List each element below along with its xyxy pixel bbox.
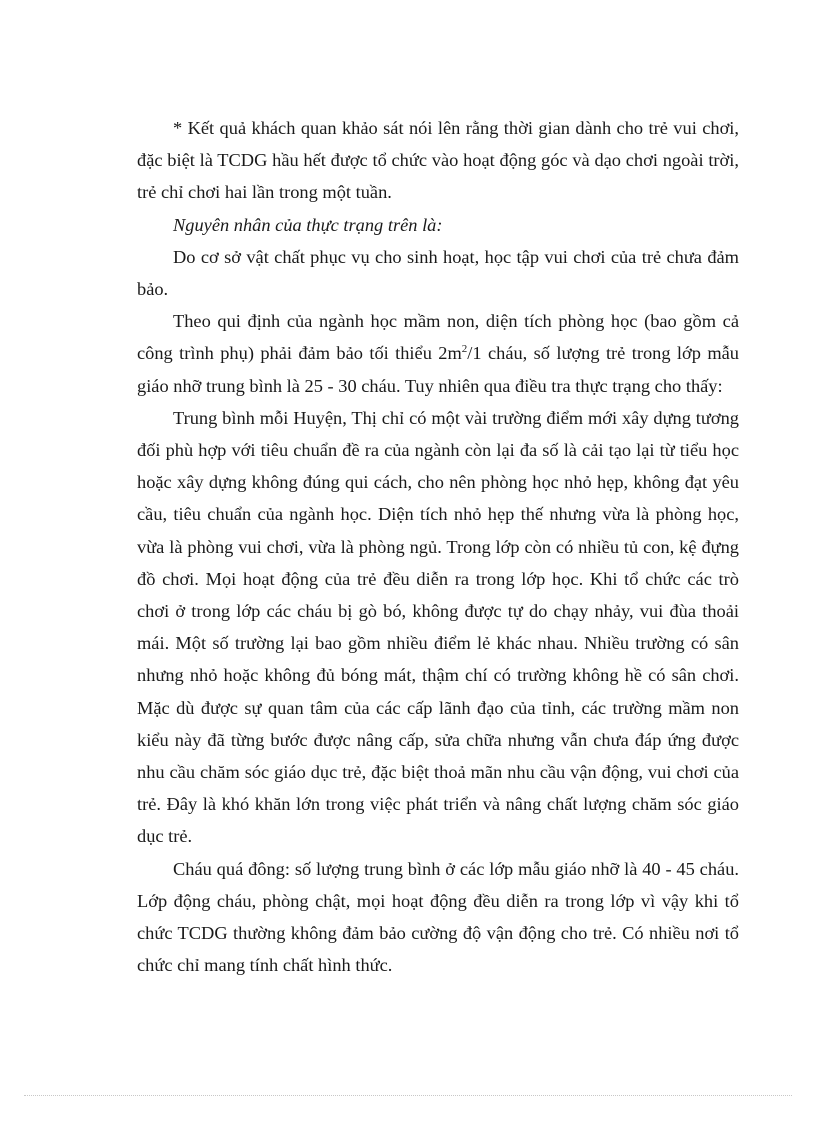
- paragraph-survey-result: * Kết quả khách quan khảo sát nói lên rằng thời gian dành cho trẻ vui chơi, đặc biệt là TCDG hầu hết được tổ chức vào hoạt động góc và dạo chơi ngoài trời, trẻ chỉ chơi hai lần trong một tuần.: [137, 118, 739, 203]
- paragraph-overcrowding: Cháu quá đông: số lượng trung bình ở các lớp mẫu giáo nhỡ là 40 - 45 cháu. Lớp động cháu, phòng chật, mọi hoạt động đều diễn ra trong lớp vì vậy khi tổ chức TCDG thường không đảm bảo cường độ vận động cho trẻ. Có nhiều nơi tổ chức chỉ mang tính chất hình thức.: [137, 858, 739, 976]
- regulation-text-end: /1 cháu, số lượng trẻ trong lớp mẫu giáo nhỡ trung bình là 25 - 30 cháu. Tuy nhiên qua điều tra thực trạng cho thấy:: [137, 343, 739, 396]
- paragraph-regulation: [137, 305, 739, 402]
- superscript: 2: [461, 343, 468, 356]
- paragraph-facilities: Do cơ sở vật chất phục vụ cho sinh hoạt, học tập vui chơi của trẻ chưa đảm bảo.: [137, 246, 739, 300]
- body-text: [137, 112, 739, 981]
- paragraph-district-schools: Trung bình mỗi Huyện, Thị chỉ có một vài trường điểm mới xây dựng tương đối phù hợp với tiêu chuẩn đề ra của ngành còn lại đa số là cải tạo lại từ tiểu học hoặc xây dựng không đúng qui cách, cho nên phòng học nhỏ hẹp, không đạt yêu cầu, tiêu chuẩn của ngành học. Diện tích nhỏ hẹp thế nhưng vừa là phòng học, vừa là phòng vui chơi, vừa là phòng ngủ. Trong lớp còn có nhiều tủ con, kệ đựng đồ chơi. Mọi hoạt động của trẻ đều diễn ra trong lớp học. Khi tổ chức các trò chơi ở trong lớp các cháu bị gò bó, không được tự do chạy nhảy, vui đùa thoải mái. Một số trường lại bao gồm nhiều điểm lẻ khác nhau. Nhiều trường có sân nhưng nhỏ hoặc không đủ bóng mát, thậm chí có trường không hề có sân chơi. Mặc dù được sự quan tâm của các cấp lãnh đạo của tỉnh, các trường mầm non kiểu này đã từng bước được nâng cấp, sửa chữa nhưng vẫn chưa đáp ứng được nhu cầu chăm sóc giáo dục trẻ, đặc biệt thoả mãn nhu cầu vận động, vui chơi của trẻ. Đây là khó khăn lớn trong việc phát triển và nâng chất lượng chăm sóc giáo dục trẻ.: [137, 407, 739, 847]
- paragraph-cause-heading: Nguyên nhân của thực trạng trên là:: [173, 214, 443, 235]
- regulation-text-start: Theo qui định của ngành học mầm non, diện tích phòng học (bao gồm cả công trình phụ) phải đảm bảo tối thiểu 2m: [137, 311, 739, 364]
- page-bottom-divider: [24, 1095, 792, 1096]
